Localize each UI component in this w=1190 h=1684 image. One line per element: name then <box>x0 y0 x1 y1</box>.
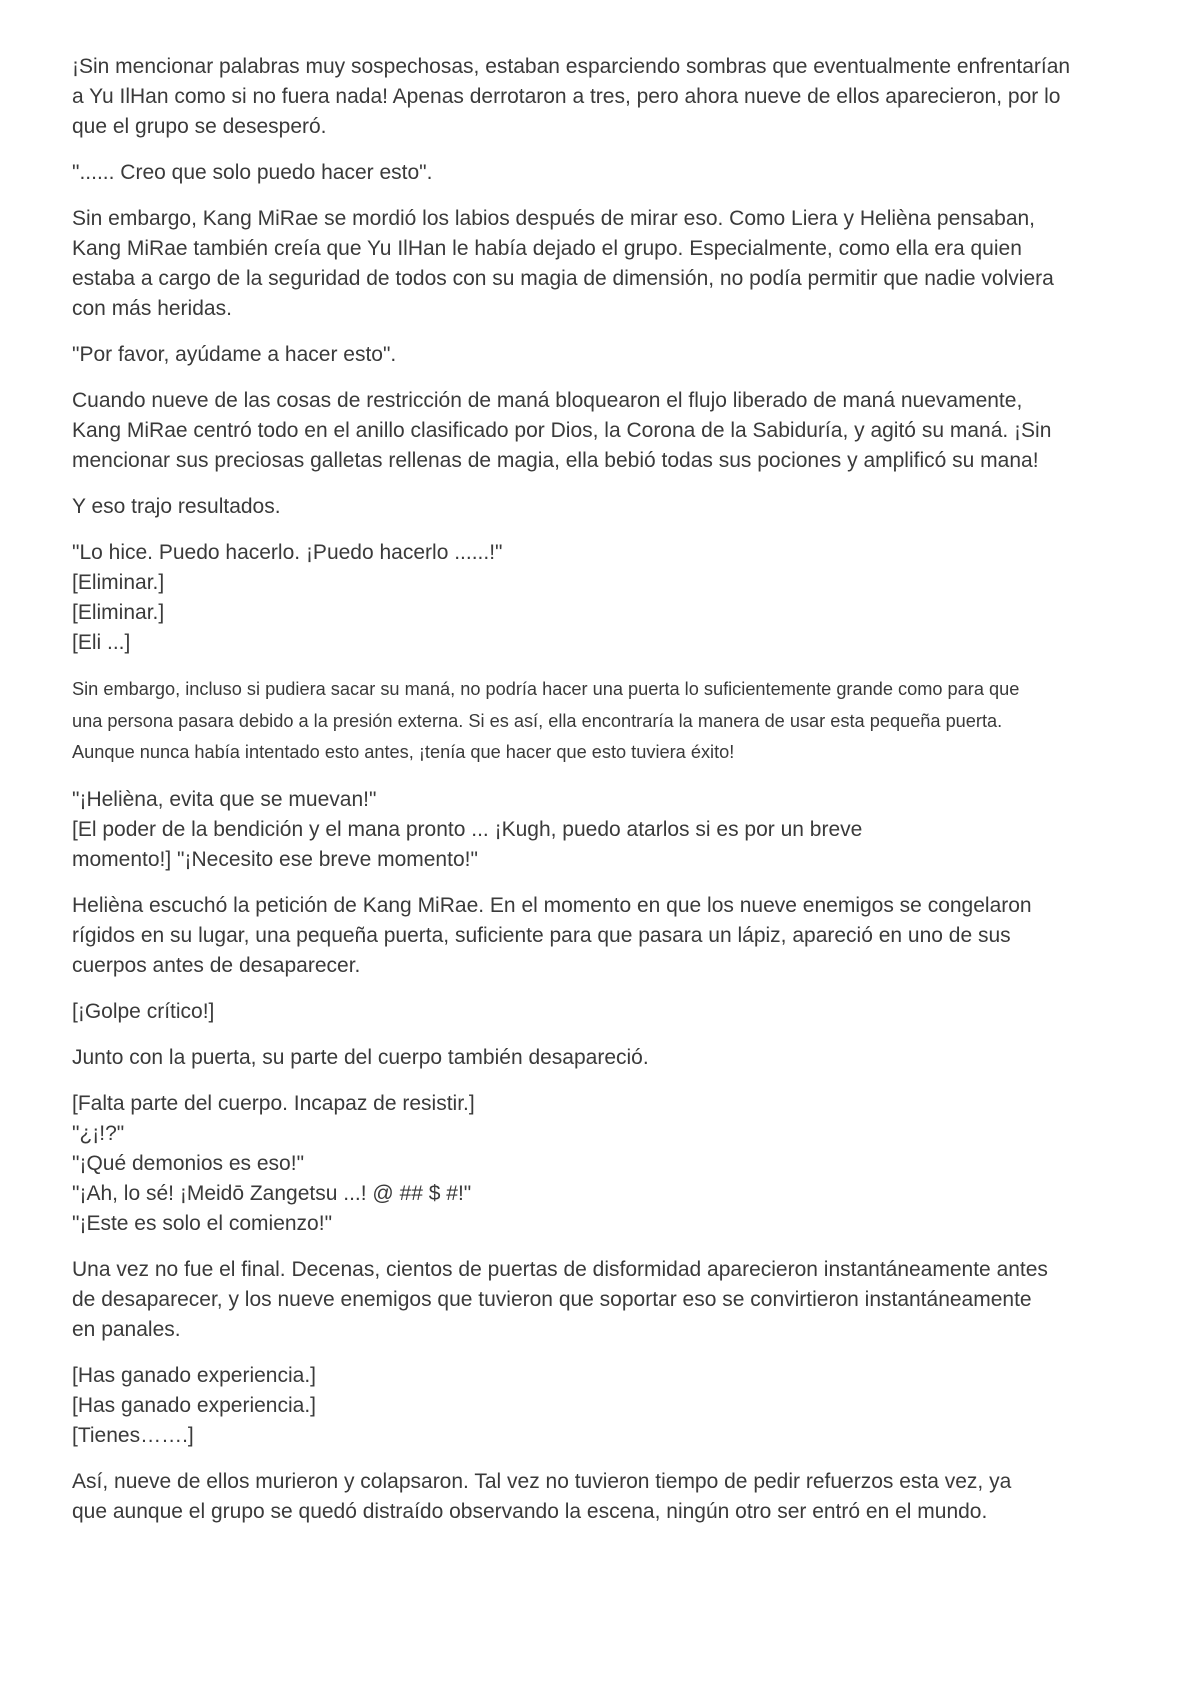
paragraph-critical-hit: [¡Golpe crítico!] <box>72 999 215 1023</box>
paragraph-dialogue-only-this: "...... Creo que solo puedo hacer esto". <box>72 161 433 184</box>
paragraph-results: Y eso trajo resultados. <box>72 495 281 518</box>
paragraph-collapsed: Así, nueve de ellos murieron y colapsaron. Tal vez no tuvieron tiempo de pedir refuerzos esta vez, ya que aunque el grupo se quedó distraído observando la escena, ningún otro ser entró en el mundo. <box>72 1469 1012 1523</box>
paragraph-eliminate-messages: "Lo hice. Puedo hacerlo. ¡Puedo hacerlo ......!" [Eliminar.] [Eliminar.] [Eli ...] <box>72 541 503 654</box>
paragraph-shadows: ¡Sin mencionar palabras muy sospechosas, estaban esparciendo sombras que eventualmente enfrentarían a Yu IlHan como si no fuera nada! Apenas derrotaron a tres, pero ahora nueve de ellos aparecieron, por lo que el grupo se desesperó. <box>72 55 1071 138</box>
paragraph-cannot-resist: [Falta parte del cuerpo. Incapaz de resistir.] "¿¡!?" "¡Qué demonios es eso!" "¡Ah, lo sé! ¡Meidō Zangetsu ...! @ ## $ #!" "¡Este es solo el comienzo!" <box>72 1091 475 1235</box>
paragraph-dialogue-help-me: "Por favor, ayúdame a hacer esto". <box>72 343 397 366</box>
paragraph-warp-doors: Una vez no fue el final. Decenas, cientos de puertas de disformidad aparecieron instantáneamente antes de desaparecer, y los nueve enemigos que tuvieron que soportar eso se convirtieron instantáneamente en panales. <box>72 1257 1048 1341</box>
paragraph-small-door: Sin embargo, incluso si pudiera sacar su maná, no podría hacer una puerta lo suficientemente grande como para que una persona pasara debido a la presión externa. Si es así, ella encontraría la manera de usar esta pequeña puerta. Aunque nunca había intentado esto antes, ¡tenía que hacer que esto tuviera éxito! <box>72 679 1020 762</box>
paragraph-heliena-stop: "¡Helièna, evita que se muevan!" [El poder de la bendición y el mana pronto ... ¡Kugh, puedo atarlos si es por un breve momento!] "¡Necesito ese breve momento!" <box>72 787 863 871</box>
paragraph-kang-mirae-lips: Sin embargo, Kang MiRae se mordió los labios después de mirar eso. Como Liera y Helièna pensaban, Kang MiRae también creía que Yu IlHan le había dejado el grupo. Especialmente, como ella era quien estaba a cargo de la seguridad de todos con su magia de dimensión, no podía permitir que nadie volviera con más heridas. <box>72 207 1054 320</box>
document-page <box>72 52 1132 1543</box>
paragraph-mana-restriction: Cuando nueve de las cosas de restricción de maná bloquearon el flujo liberado de maná nuevamente, Kang MiRae centró todo en el anillo clasificado por Dios, la Corona de la Sabiduría, y agitó su maná. ¡Sin mencionar sus preciosas galletas rellenas de magia, ella bebió todas sus pociones y amplificó su mana! <box>72 389 1052 472</box>
paragraph-enemies-frozen: Helièna escuchó la petición de Kang MiRae. En el momento en que los nueve enemigos se congelaron rígidos en su lugar, una pequeña puerta, suficiente para que pasara un lápiz, apareció en uno de sus cuerpos antes de desaparecer. <box>72 893 1032 977</box>
paragraph-experience-gained: [Has ganado experiencia.] [Has ganado experiencia.] [Tienes…….] <box>72 1363 316 1447</box>
paragraph-body-part-gone: Junto con la puerta, su parte del cuerpo también desapareció. <box>72 1045 649 1069</box>
